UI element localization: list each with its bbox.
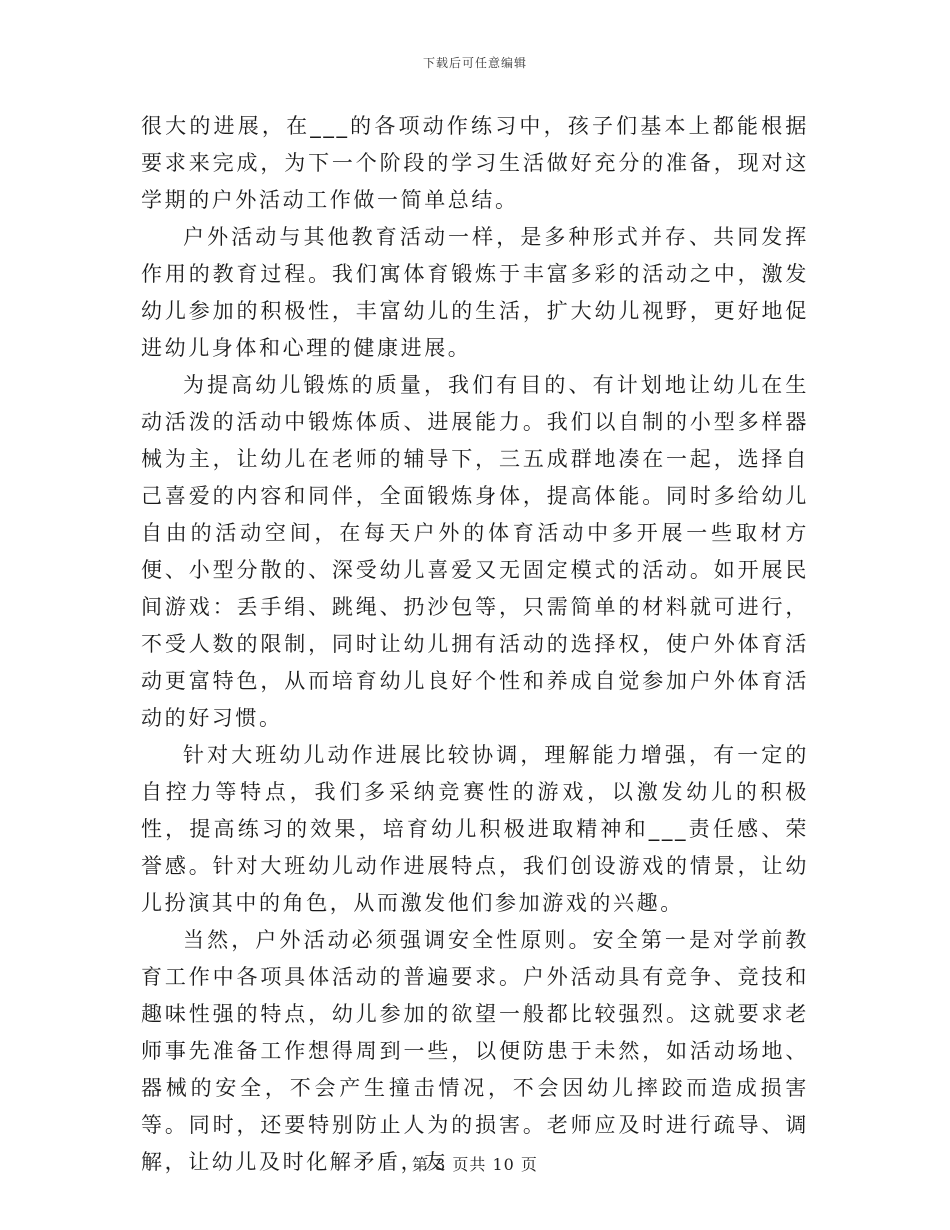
paragraph-4: 针对大班幼儿动作进展比较协调，理解能力增强，有一定的自控力等特点，我们多采纳竞赛性的游戏，以激发幼儿的积极性，提高练习的效果，培育幼儿积极进取精神和___责任感、荣誉感。针对大班幼儿动作进展特点，我们创设游戏的情景，让幼儿扮演其中的角色，从而激发他们参加游戏的兴趣。 [141,743,809,915]
document-body [141,108,809,1181]
page-header: 下载后可任意编辑 [422,56,527,70]
page-number-footer: 第 3 页共 10 页 [412,1155,538,1174]
paragraph-1: 很大的进展，在___的各项动作练习中，孩子们基本上都能根据要求来完成，为下一个阶段的学习生活做好充分的准备，现对这学期的户外活动工作做一简单总结。 [141,114,809,212]
paragraph-3: 为提高幼儿锻炼的质量，我们有目的、有计划地让幼儿在生动活泼的活动中锻炼体质、进展能力。我们以自制的小型多样器械为主，让幼儿在老师的辅导下，三五成群地凑在一起，选择自己喜爱的内容和同伴，全面锻炼身体，提高体能。同时多给幼儿自由的活动空间，在每天户外的体育活动中多开展一些取材方便、小型分散的、深受幼儿喜爱又无固定模式的活动。如开展民间游戏：丢手绢、跳绳、扔沙包等，只需简单的材料就可进行，不受人数的限制，同时让幼儿拥有活动的选择权，使户外体育活动更富特色，从而培育幼儿良好个性和养成自觉参加户外体育活动的好习惯。 [141,373,809,730]
paragraph-5: 当然，户外活动必须强调安全性原则。安全第一是对学前教育工作中各项具体活动的普遍要求。户外活动具有竞争、竞技和趣味性强的特点，幼儿参加的欲望一般都比较强烈。这就要求老师事先准备工作想得周到一些，以便防患于未然，如活动场地、器械的安全，不会产生撞击情况，不会因幼儿摔跤而造成损害等。同时，还要特别防止人为的损害。老师应及时进行疏导、调解，让幼儿及时化解矛盾，友 [141,928,809,1174]
paragraph-2: 户外活动与其他教育活动一样，是多种形式并存、共同发挥作用的教育过程。我们寓体育锻炼于丰富多彩的活动之中，激发幼儿参加的积极性，丰富幼儿的生活，扩大幼儿视野，更好地促进幼儿身体和心理的健康进展。 [141,225,809,360]
